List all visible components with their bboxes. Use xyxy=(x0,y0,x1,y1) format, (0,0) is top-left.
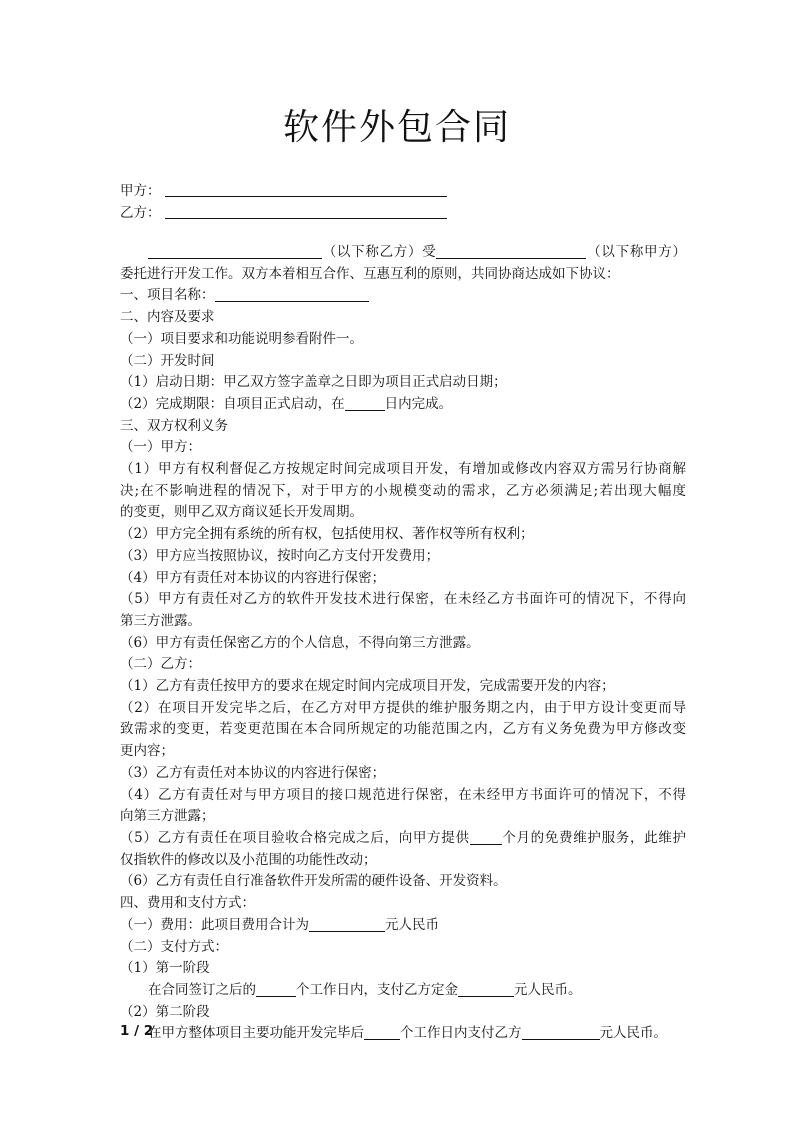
blank-deposit xyxy=(458,982,514,997)
blank-months xyxy=(470,830,502,845)
s3-b4-line-2: 向第三方泄露； xyxy=(120,808,215,825)
blank-workdays-1 xyxy=(256,982,296,997)
s3-b3: （3）乙方有责任对本协议的内容进行保密； xyxy=(120,764,386,781)
s4-stage-1: （1）第一阶段 xyxy=(120,960,210,977)
page-number: 1 / 2 xyxy=(120,1023,154,1039)
intro-line-2: 委托进行开发工作。双方本着相互合作、互惠互利的原则，共同协商达成如下协议： xyxy=(120,265,620,282)
s3-party-a-title: （一）甲方： xyxy=(120,439,201,456)
s3-a2: （2）甲方完全拥有系统的所有权，包括使用权、著作权等所有权利； xyxy=(120,526,534,543)
s3-a6: （6）甲方有责任保密乙方的个人信息，不得向第三方泄露。 xyxy=(120,634,480,651)
party-a-blank xyxy=(165,182,447,197)
s3-a1-line-3: 的变更，则甲乙双方商议延长开发周期。 xyxy=(120,504,363,521)
blank-amount-2 xyxy=(522,1025,600,1040)
s3-b4-line-1: （4）乙方有责任对与甲方项目的接口规范进行保密，在未经甲方书面许可的情况下，不得 xyxy=(120,786,686,803)
s3-a5-line-1: （5）甲方有责任对乙方的软件开发技术进行保密，在未经乙方书面许可的情况下，不得向 xyxy=(120,591,686,608)
s3-b1: （1）乙方有责任按甲方的要求在规定时间内完成项目开发，完成需要开发的内容； xyxy=(120,678,615,695)
s2-item-2: （二）开发时间 xyxy=(120,352,215,369)
blank-days xyxy=(345,396,385,411)
blank-fee xyxy=(309,917,385,932)
s4-fee: （一）费用：此项目费用合计为 元人民币 xyxy=(120,916,439,933)
document-title: 软件外包合同 xyxy=(282,107,511,148)
contract-body xyxy=(120,242,686,1045)
s4-payment-title: （二）支付方式： xyxy=(120,938,228,955)
s3-b2-line-1: （2）在项目开发完毕之后，在乙方对甲方提供的维护服务期之内，由于甲方设计变更而导 xyxy=(120,699,686,716)
s4-stage-2: （2）第二阶段 xyxy=(120,1003,210,1020)
party-a-line xyxy=(120,181,447,201)
party-b-line xyxy=(120,203,447,223)
section-4-title: 四、费用和支付方式： xyxy=(120,895,255,912)
s2-period: （2）完成期限：自项目正式启动，在 日内完成。 xyxy=(120,395,453,412)
s2-start-date: （1）启动日期：甲乙双方签字盖章之日即为项目正式启动日期； xyxy=(120,374,507,391)
s3-b5-line-2: 仅指软件的修改以及小范围的功能性改动； xyxy=(120,851,377,868)
s3-a4: （4）甲方有责任对本协议的内容进行保密； xyxy=(120,569,386,586)
s3-b2-line-2: 致需求的变更，若变更范围在本合同所规定的功能范围之内，乙方有义务免费为甲方修改变 xyxy=(120,721,686,738)
party-b-label: 乙方： xyxy=(120,205,161,221)
section-1-project-name: 一、项目名称： xyxy=(120,285,686,307)
s3-a3: （3）甲方应当按照协议，按时向乙方支付开发费用； xyxy=(120,547,440,564)
intro-line-1: （以下称乙方）受 （以下称甲方） xyxy=(120,242,686,264)
section-3-title: 三、双方权利义务 xyxy=(120,417,228,434)
party-a-label: 甲方： xyxy=(120,183,161,199)
blank-party-b xyxy=(148,244,322,259)
s3-a1-line-1: （1）甲方有权利督促乙方按规定时间完成项目开发，有增加或修改内容双方需另行协商解 xyxy=(120,461,686,478)
s3-a5-line-2: 第三方泄露。 xyxy=(120,612,201,629)
s3-b2-line-3: 更内容； xyxy=(120,743,174,760)
s4-stage-2-detail: 在甲方整体项目主要功能开发完毕后 个工作日内支付乙方 元人民币。 xyxy=(148,1025,667,1042)
s3-party-b-title: （二）乙方： xyxy=(120,656,201,673)
s3-a1-line-2: 决;在不影响进程的情况下，对于甲方的小规模变动的需求，乙方必须满足;若出现大幅度 xyxy=(120,482,686,499)
s3-b5-line-1: （5）乙方有责任在项目验收合格完成之后，向甲方提供 个月的免费维护服务，此维护 xyxy=(120,829,687,846)
s2-item-1: （一）项目要求和功能说明参看附件一。 xyxy=(120,330,363,347)
section-2-title: 二、内容及要求 xyxy=(120,309,215,326)
s3-b6: （6）乙方有责任自行准备软件开发所需的硬件设备、开发资料。 xyxy=(120,873,507,890)
blank-project-name xyxy=(215,287,369,302)
party-b-blank xyxy=(165,204,447,219)
blank-workdays-2 xyxy=(364,1025,400,1040)
s4-stage-1-detail: 在合同签订之后的 个工作日内，支付乙方定金 元人民币。 xyxy=(148,981,582,998)
blank-party-a xyxy=(436,244,586,259)
